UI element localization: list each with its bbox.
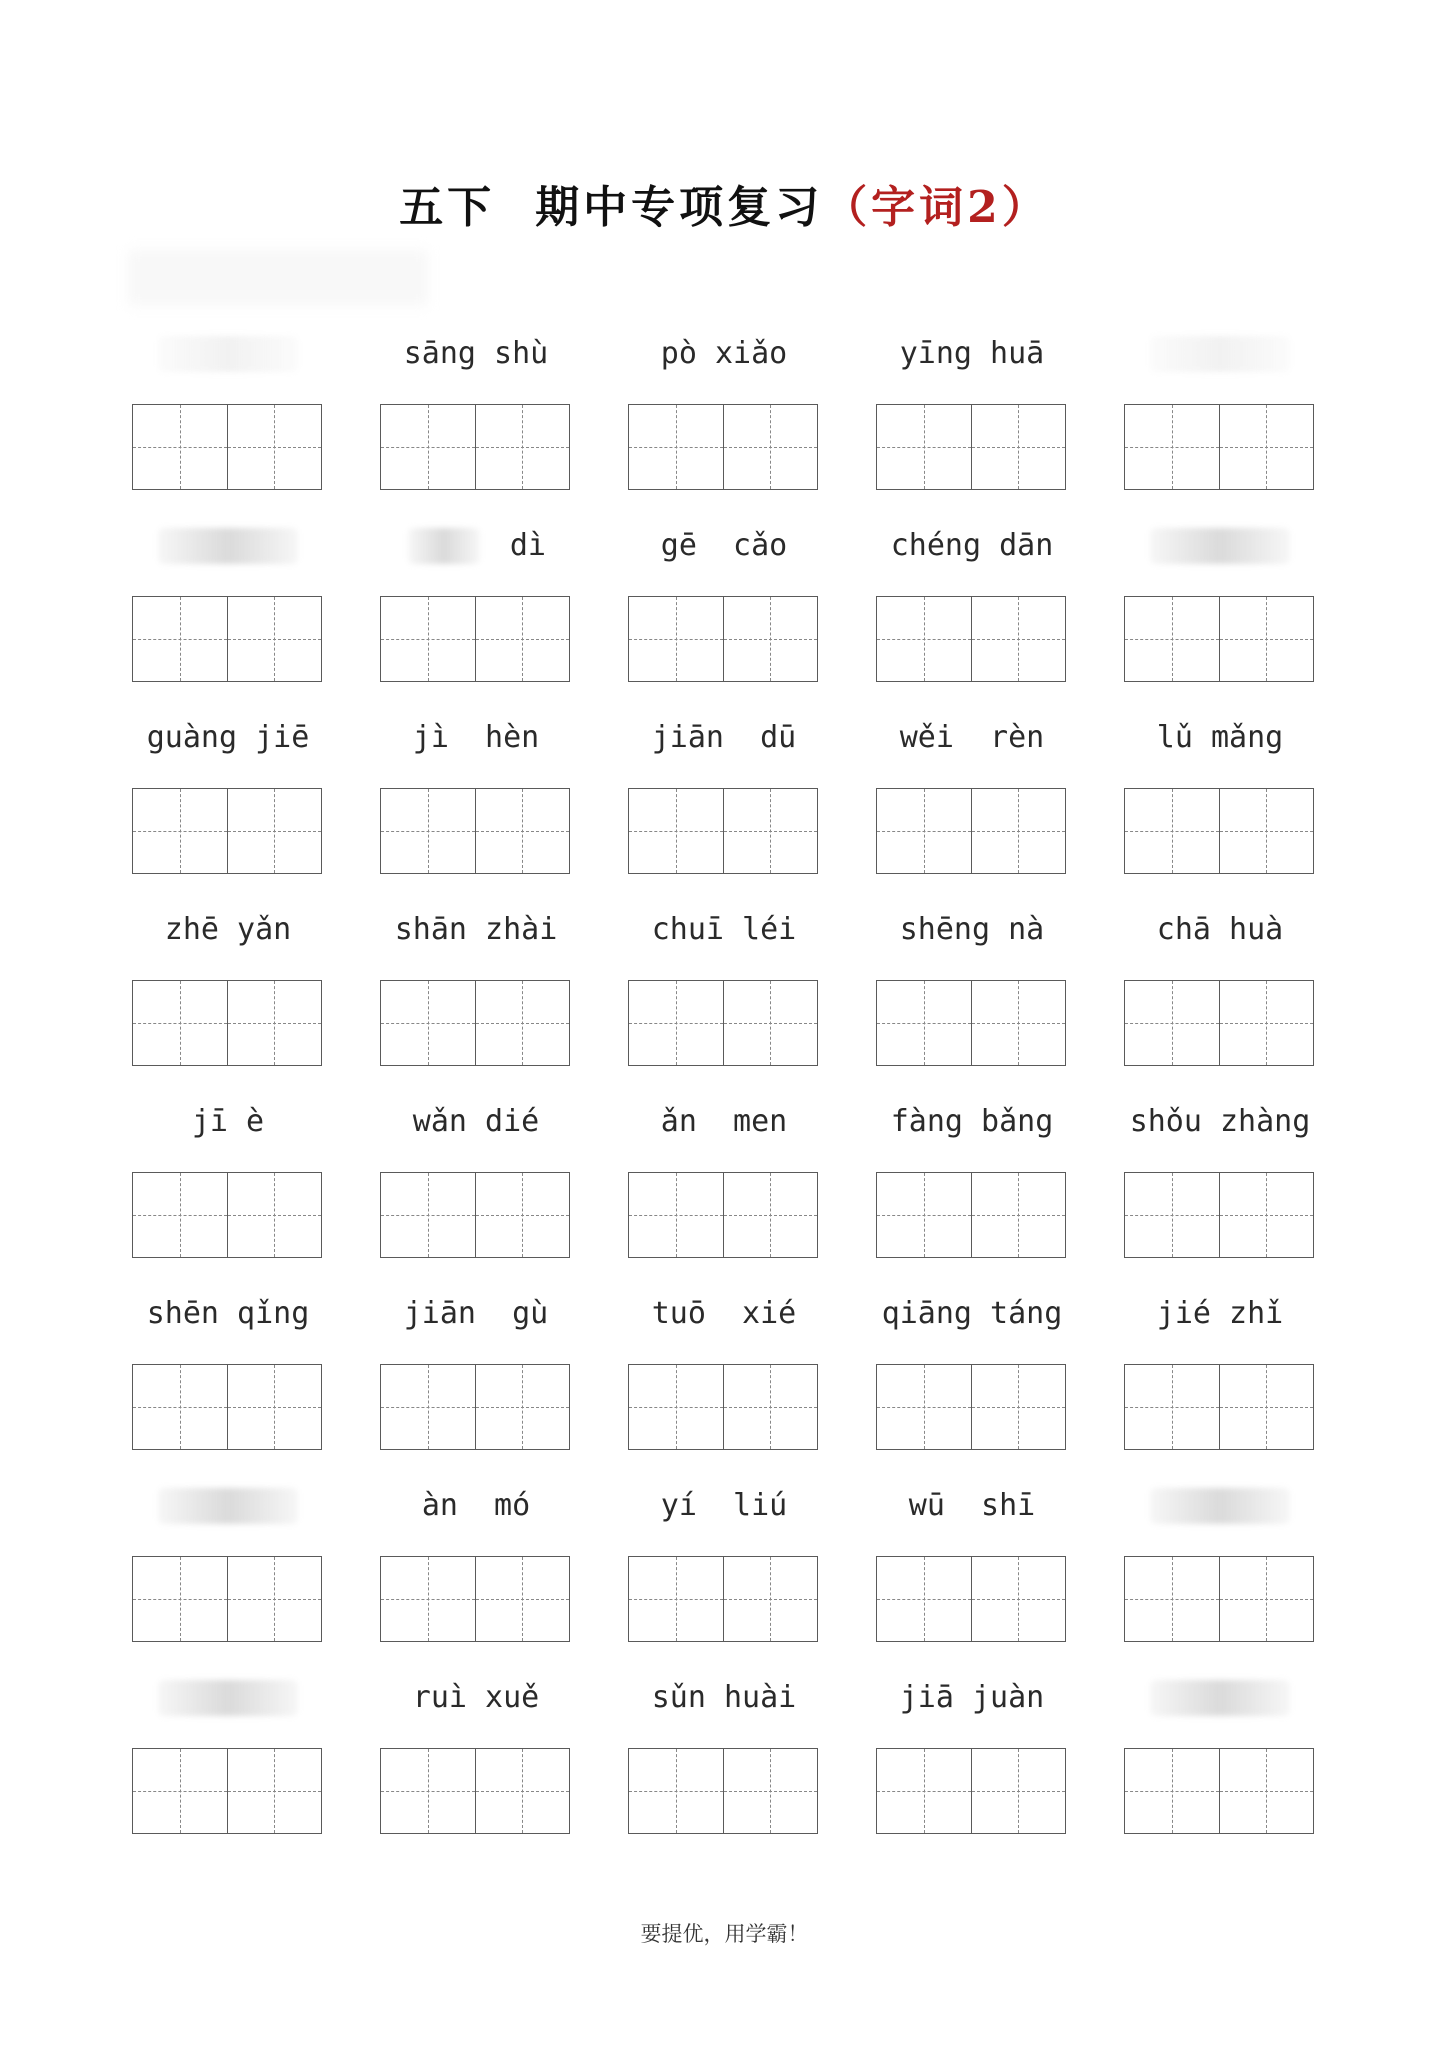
guide-line-horizontal <box>381 1599 475 1600</box>
guide-line-horizontal <box>133 1023 227 1024</box>
writing-boxes[interactable] <box>132 596 322 682</box>
guide-line-horizontal <box>972 639 1066 640</box>
word-item <box>1124 702 1316 878</box>
word-item <box>132 318 324 494</box>
tian-zi-box[interactable] <box>475 1365 570 1449</box>
guide-line-horizontal <box>629 447 723 448</box>
writing-boxes[interactable] <box>876 980 1066 1066</box>
guide-line-horizontal <box>972 1023 1066 1024</box>
exercise-row <box>132 1086 1318 1278</box>
tian-zi-box[interactable] <box>971 789 1066 873</box>
tian-zi-box[interactable] <box>971 981 1066 1065</box>
title-grade: 五下 <box>399 182 496 233</box>
guide-line-horizontal <box>1125 1791 1219 1792</box>
guide-line-horizontal <box>133 1215 227 1216</box>
writing-boxes[interactable] <box>628 1364 818 1450</box>
exercise-row <box>132 702 1318 894</box>
guide-line-horizontal <box>724 1023 818 1024</box>
guide-line-horizontal <box>476 1599 570 1600</box>
word-item <box>380 1470 572 1646</box>
guide-line-horizontal <box>1125 639 1219 640</box>
guide-line-horizontal <box>476 447 570 448</box>
tian-zi-box[interactable] <box>723 981 818 1065</box>
blurred-smudge <box>128 250 428 306</box>
tian-zi-box[interactable] <box>877 1749 971 1833</box>
pinyin-label: chā huà <box>1156 912 1284 947</box>
tian-zi-box[interactable] <box>723 1749 818 1833</box>
guide-line-horizontal <box>228 1599 322 1600</box>
word-item <box>628 318 820 494</box>
pinyin-label: zhē yǎn <box>164 912 292 947</box>
guide-line-horizontal <box>381 639 475 640</box>
guide-line-horizontal <box>228 1407 322 1408</box>
exercise-row <box>132 1278 1318 1470</box>
guide-line-horizontal <box>476 1407 570 1408</box>
tian-zi-box[interactable] <box>133 405 227 489</box>
writing-boxes[interactable] <box>380 980 570 1066</box>
writing-boxes[interactable] <box>628 404 818 490</box>
tian-zi-box[interactable] <box>971 1173 1066 1257</box>
guide-line-horizontal <box>476 639 570 640</box>
word-item <box>132 1662 324 1838</box>
guide-line-horizontal <box>476 831 570 832</box>
writing-boxes[interactable] <box>876 1364 1066 1450</box>
footer-slogan: 要提优，用学霸！ <box>640 1922 809 1946</box>
writing-boxes[interactable] <box>876 596 1066 682</box>
tian-zi-box[interactable] <box>227 597 322 681</box>
writing-boxes[interactable] <box>1124 980 1314 1066</box>
tian-zi-box[interactable] <box>227 405 322 489</box>
tian-zi-box[interactable] <box>723 1173 818 1257</box>
tian-zi-box[interactable] <box>877 1173 971 1257</box>
word-item <box>876 1278 1068 1454</box>
tian-zi-box[interactable] <box>133 597 227 681</box>
word-item <box>876 702 1068 878</box>
pinyin-label: lǔ mǎng <box>1156 720 1284 755</box>
guide-line-horizontal <box>724 1599 818 1600</box>
guide-line-horizontal <box>476 1791 570 1792</box>
guide-line-horizontal <box>629 1791 723 1792</box>
tian-zi-box[interactable] <box>133 789 227 873</box>
tian-zi-box[interactable] <box>1125 981 1219 1065</box>
pinyin-exercise-grid <box>132 318 1318 1838</box>
word-item <box>132 510 324 686</box>
writing-boxes[interactable] <box>876 1172 1066 1258</box>
writing-boxes[interactable] <box>628 596 818 682</box>
tian-zi-box[interactable] <box>381 405 475 489</box>
guide-line-horizontal <box>228 1791 322 1792</box>
word-item <box>628 1470 820 1646</box>
writing-boxes[interactable] <box>132 1172 322 1258</box>
guide-line-horizontal <box>972 447 1066 448</box>
pinyin-label: jiā juàn <box>899 1680 1045 1715</box>
word-item <box>628 1278 820 1454</box>
guide-line-horizontal <box>877 1407 971 1408</box>
writing-boxes[interactable] <box>380 404 570 490</box>
guide-line-horizontal <box>1220 1791 1314 1792</box>
pinyin-label: ǎn men <box>660 1104 788 1139</box>
blurred-pinyin <box>158 1488 298 1524</box>
tian-zi-box[interactable] <box>1125 1173 1219 1257</box>
writing-boxes[interactable] <box>380 1172 570 1258</box>
writing-boxes[interactable] <box>380 596 570 682</box>
guide-line-horizontal <box>724 831 818 832</box>
tian-zi-box[interactable] <box>723 405 818 489</box>
pinyin-label: chéng dān <box>890 528 1054 563</box>
blurred-pinyin <box>158 1680 298 1716</box>
blurred-pinyin <box>1150 1488 1290 1524</box>
guide-line-horizontal <box>629 831 723 832</box>
tian-zi-box[interactable] <box>475 1557 570 1641</box>
guide-line-horizontal <box>133 1599 227 1600</box>
writing-boxes[interactable] <box>1124 1364 1314 1450</box>
word-item <box>380 1662 572 1838</box>
pinyin-label: qiāng táng <box>881 1296 1063 1331</box>
guide-line-horizontal <box>972 1215 1066 1216</box>
exercise-row <box>132 318 1318 510</box>
tian-zi-box[interactable] <box>475 981 570 1065</box>
pinyin-label: sāng shù <box>403 336 549 371</box>
word-item <box>628 1662 820 1838</box>
word-item <box>1124 318 1316 494</box>
guide-line-horizontal <box>228 1215 322 1216</box>
title-topic: 期中专项复习 <box>535 182 824 233</box>
writing-boxes[interactable] <box>628 980 818 1066</box>
writing-boxes[interactable] <box>628 788 818 874</box>
writing-boxes[interactable] <box>628 1172 818 1258</box>
guide-line-horizontal <box>228 639 322 640</box>
tian-zi-box[interactable] <box>971 405 1066 489</box>
guide-line-horizontal <box>1125 1407 1219 1408</box>
tian-zi-box[interactable] <box>629 1557 723 1641</box>
writing-boxes[interactable] <box>876 1748 1066 1834</box>
tian-zi-box[interactable] <box>723 1557 818 1641</box>
word-item <box>380 1086 572 1262</box>
guide-line-horizontal <box>972 1407 1066 1408</box>
pinyin-label: ruì xuě <box>412 1680 540 1715</box>
guide-line-horizontal <box>877 1023 971 1024</box>
tian-zi-box[interactable] <box>1219 597 1314 681</box>
pinyin-label: jiān dū <box>651 720 797 755</box>
tian-zi-box[interactable] <box>1125 1557 1219 1641</box>
guide-line-horizontal <box>133 639 227 640</box>
guide-line-horizontal <box>724 1407 818 1408</box>
tian-zi-box[interactable] <box>629 1365 723 1449</box>
tian-zi-box[interactable] <box>629 1173 723 1257</box>
tian-zi-box[interactable] <box>877 789 971 873</box>
guide-line-horizontal <box>629 1407 723 1408</box>
tian-zi-box[interactable] <box>629 405 723 489</box>
pinyin-label: yīng huā <box>899 336 1045 371</box>
tian-zi-box[interactable] <box>723 1365 818 1449</box>
tian-zi-box[interactable] <box>629 981 723 1065</box>
guide-line-horizontal <box>877 639 971 640</box>
word-item <box>132 702 324 878</box>
writing-boxes[interactable] <box>132 788 322 874</box>
pinyin-label: àn mó <box>421 1488 531 1523</box>
word-item <box>380 318 572 494</box>
tian-zi-box[interactable] <box>381 1557 475 1641</box>
guide-line-horizontal <box>381 831 475 832</box>
guide-line-horizontal <box>724 639 818 640</box>
word-item <box>628 894 820 1070</box>
pinyin-label: jī è <box>191 1104 265 1139</box>
pinyin-label: guàng jiē <box>146 720 310 755</box>
guide-line-horizontal <box>381 1791 475 1792</box>
blurred-pinyin <box>1150 528 1290 564</box>
tian-zi-box[interactable] <box>227 789 322 873</box>
guide-line-horizontal <box>972 1791 1066 1792</box>
guide-line-horizontal <box>972 1599 1066 1600</box>
tian-zi-box[interactable] <box>475 405 570 489</box>
tian-zi-box[interactable] <box>475 1749 570 1833</box>
tian-zi-box[interactable] <box>381 981 475 1065</box>
word-item <box>876 894 1068 1070</box>
pinyin-label: shēn qǐng <box>146 1296 310 1331</box>
guide-line-horizontal <box>877 831 971 832</box>
guide-line-horizontal <box>228 831 322 832</box>
guide-line-horizontal <box>1220 1599 1314 1600</box>
tian-zi-box[interactable] <box>381 1365 475 1449</box>
tian-zi-box[interactable] <box>1125 597 1219 681</box>
guide-line-horizontal <box>1125 447 1219 448</box>
guide-line-horizontal <box>133 1791 227 1792</box>
tian-zi-box[interactable] <box>133 1173 227 1257</box>
word-item <box>132 894 324 1070</box>
guide-line-horizontal <box>724 447 818 448</box>
writing-boxes[interactable] <box>380 1748 570 1834</box>
guide-line-horizontal <box>877 447 971 448</box>
word-item <box>380 894 572 1070</box>
tian-zi-box[interactable] <box>1219 981 1314 1065</box>
tian-zi-box[interactable] <box>1125 789 1219 873</box>
tian-zi-box[interactable] <box>381 597 475 681</box>
blurred-pinyin <box>1150 1680 1290 1716</box>
word-item <box>1124 1086 1316 1262</box>
guide-line-horizontal <box>1220 1023 1314 1024</box>
writing-boxes[interactable] <box>132 404 322 490</box>
pinyin-label: jié zhǐ <box>1156 1296 1284 1331</box>
tian-zi-box[interactable] <box>227 981 322 1065</box>
pinyin-label: chuī léi <box>651 912 797 947</box>
guide-line-horizontal <box>877 1599 971 1600</box>
word-item <box>628 1086 820 1262</box>
word-item <box>132 1470 324 1646</box>
tian-zi-box[interactable] <box>629 597 723 681</box>
guide-line-horizontal <box>629 639 723 640</box>
pinyin-label: fàng bǎng <box>890 1104 1054 1139</box>
word-item <box>876 1470 1068 1646</box>
tian-zi-box[interactable] <box>227 1557 322 1641</box>
tian-zi-box[interactable] <box>877 597 971 681</box>
tian-zi-box[interactable] <box>1125 405 1219 489</box>
word-item <box>1124 1278 1316 1454</box>
pinyin-label: dì <box>509 528 546 563</box>
word-item <box>132 1086 324 1262</box>
guide-line-horizontal <box>1220 447 1314 448</box>
word-item <box>876 318 1068 494</box>
page-title <box>0 178 1449 238</box>
guide-line-horizontal <box>1220 1215 1314 1216</box>
pinyin-label: wū shī <box>908 1488 1036 1523</box>
writing-boxes[interactable] <box>1124 1748 1314 1834</box>
tian-zi-box[interactable] <box>877 1365 971 1449</box>
writing-boxes[interactable] <box>1124 1172 1314 1258</box>
guide-line-horizontal <box>1125 1215 1219 1216</box>
tian-zi-box[interactable] <box>475 789 570 873</box>
tian-zi-box[interactable] <box>133 1749 227 1833</box>
tian-zi-box[interactable] <box>1125 1365 1219 1449</box>
guide-line-horizontal <box>133 1407 227 1408</box>
exercise-row <box>132 1470 1318 1662</box>
word-item <box>1124 894 1316 1070</box>
guide-line-horizontal <box>381 1023 475 1024</box>
pinyin-label: yí liú <box>660 1488 788 1523</box>
tian-zi-box[interactable] <box>1219 1365 1314 1449</box>
writing-boxes[interactable] <box>1124 788 1314 874</box>
word-item <box>380 702 572 878</box>
tian-zi-box[interactable] <box>877 981 971 1065</box>
writing-boxes[interactable] <box>1124 404 1314 490</box>
tian-zi-box[interactable] <box>1219 405 1314 489</box>
pinyin-label: gē cǎo <box>660 528 788 563</box>
writing-boxes[interactable] <box>876 788 1066 874</box>
guide-line-horizontal <box>381 1407 475 1408</box>
writing-boxes[interactable] <box>132 1556 322 1642</box>
guide-line-horizontal <box>1220 1407 1314 1408</box>
writing-boxes[interactable] <box>876 1556 1066 1642</box>
tian-zi-box[interactable] <box>971 597 1066 681</box>
pinyin-label: shān zhài <box>394 912 558 947</box>
exercise-row <box>132 510 1318 702</box>
writing-boxes[interactable] <box>1124 1556 1314 1642</box>
guide-line-horizontal <box>381 447 475 448</box>
exercise-row <box>132 1662 1318 1854</box>
word-item <box>132 1278 324 1454</box>
guide-line-horizontal <box>629 1215 723 1216</box>
tian-zi-box[interactable] <box>133 981 227 1065</box>
writing-boxes[interactable] <box>380 1556 570 1642</box>
tian-zi-box[interactable] <box>1219 1173 1314 1257</box>
word-item <box>1124 1470 1316 1646</box>
writing-boxes[interactable] <box>628 1748 818 1834</box>
word-item <box>1124 510 1316 686</box>
pinyin-label: jiān gù <box>403 1296 549 1331</box>
guide-line-horizontal <box>133 447 227 448</box>
tian-zi-box[interactable] <box>629 1749 723 1833</box>
writing-boxes[interactable] <box>876 404 1066 490</box>
tian-zi-box[interactable] <box>381 789 475 873</box>
tian-zi-box[interactable] <box>629 789 723 873</box>
tian-zi-box[interactable] <box>475 1173 570 1257</box>
writing-boxes[interactable] <box>1124 596 1314 682</box>
guide-line-horizontal <box>972 831 1066 832</box>
guide-line-horizontal <box>724 1791 818 1792</box>
tian-zi-box[interactable] <box>971 1365 1066 1449</box>
title-subtitle: （字词2） <box>823 182 1050 233</box>
writing-boxes[interactable] <box>380 788 570 874</box>
pinyin-label: sǔn huài <box>651 1680 797 1715</box>
guide-line-horizontal <box>1125 1023 1219 1024</box>
word-item <box>628 510 820 686</box>
guide-line-horizontal <box>629 1023 723 1024</box>
tian-zi-box[interactable] <box>723 597 818 681</box>
tian-zi-box[interactable] <box>723 789 818 873</box>
tian-zi-box[interactable] <box>1219 1557 1314 1641</box>
word-item <box>876 1662 1068 1838</box>
tian-zi-box[interactable] <box>227 1749 322 1833</box>
tian-zi-box[interactable] <box>971 1749 1066 1833</box>
word-item <box>380 1278 572 1454</box>
guide-line-horizontal <box>228 1023 322 1024</box>
guide-line-horizontal <box>1125 1599 1219 1600</box>
writing-boxes[interactable] <box>628 1556 818 1642</box>
guide-line-horizontal <box>228 447 322 448</box>
guide-line-horizontal <box>724 1215 818 1216</box>
tian-zi-box[interactable] <box>381 1749 475 1833</box>
guide-line-horizontal <box>1125 831 1219 832</box>
pinyin-label: jì hèn <box>412 720 540 755</box>
word-item <box>380 510 572 686</box>
tian-zi-box[interactable] <box>133 1365 227 1449</box>
word-item <box>876 1086 1068 1262</box>
pinyin-label: pò xiǎo <box>660 336 788 371</box>
tian-zi-box[interactable] <box>1125 1749 1219 1833</box>
word-item <box>876 510 1068 686</box>
tian-zi-box[interactable] <box>877 405 971 489</box>
blurred-pinyin <box>158 528 298 564</box>
pinyin-label: wěi rèn <box>899 720 1045 755</box>
guide-line-horizontal <box>476 1215 570 1216</box>
tian-zi-box[interactable] <box>381 1173 475 1257</box>
guide-line-horizontal <box>476 1023 570 1024</box>
guide-line-horizontal <box>877 1791 971 1792</box>
tian-zi-box[interactable] <box>1219 1749 1314 1833</box>
tian-zi-box[interactable] <box>971 1557 1066 1641</box>
word-item <box>1124 1662 1316 1838</box>
exercise-row <box>132 894 1318 1086</box>
pinyin-label: shēng nà <box>899 912 1045 947</box>
tian-zi-box[interactable] <box>877 1557 971 1641</box>
guide-line-horizontal <box>629 1599 723 1600</box>
pinyin-label: tuō xié <box>651 1296 797 1331</box>
tian-zi-box[interactable] <box>133 1557 227 1641</box>
guide-line-horizontal <box>381 1215 475 1216</box>
guide-line-horizontal <box>1220 639 1314 640</box>
writing-boxes[interactable] <box>132 980 322 1066</box>
pinyin-label: shǒu zhàng <box>1129 1104 1311 1139</box>
writing-boxes[interactable] <box>132 1364 322 1450</box>
tian-zi-box[interactable] <box>227 1365 322 1449</box>
writing-boxes[interactable] <box>132 1748 322 1834</box>
tian-zi-box[interactable] <box>475 597 570 681</box>
tian-zi-box[interactable] <box>1219 789 1314 873</box>
guide-line-horizontal <box>877 1215 971 1216</box>
guide-line-horizontal <box>1220 831 1314 832</box>
blurred-pinyin <box>158 336 298 372</box>
blurred-pinyin <box>1150 336 1290 372</box>
tian-zi-box[interactable] <box>227 1173 322 1257</box>
pinyin-label: wǎn dié <box>412 1104 540 1139</box>
word-item <box>628 702 820 878</box>
writing-boxes[interactable] <box>380 1364 570 1450</box>
guide-line-horizontal <box>133 831 227 832</box>
